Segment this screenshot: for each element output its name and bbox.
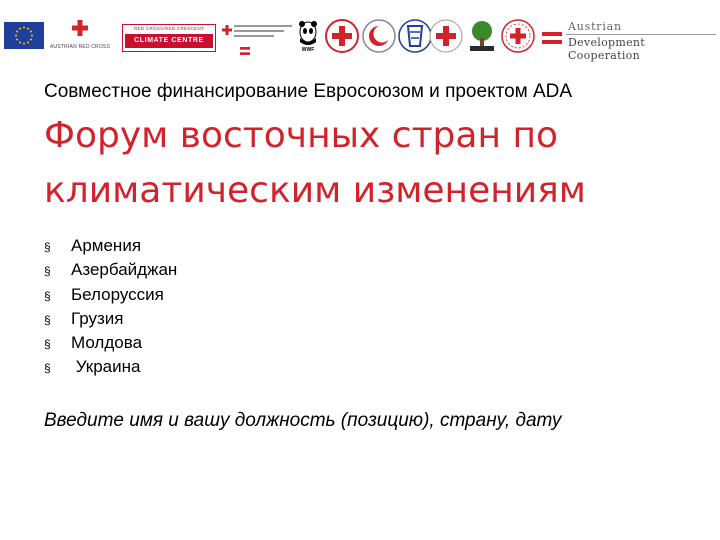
country-name: Белоруссия <box>71 284 164 304</box>
wwf-text: WWF <box>301 47 315 52</box>
climate-main-text: CLIMATE CENTRE <box>125 34 213 48</box>
country-name: Молдова <box>71 333 143 353</box>
slide-title: Форум восточных стран по климатическим изменениям <box>44 115 586 211</box>
cofinancing-subtitle: Совместное финансирование Евросоюзом и проектом ADA <box>44 81 573 102</box>
climate-top-text: RED CROSS/RED CRESCENT <box>133 26 205 31</box>
presenter-info-prompt: Введите имя и вашу должность (позицию), страну, дату <box>44 410 562 431</box>
country-name: Армения <box>71 236 142 255</box>
national-red-cross-logo-1 <box>324 18 360 54</box>
list-item <box>44 283 177 307</box>
country-list <box>44 234 177 380</box>
country-name: Азербайджан <box>71 260 178 280</box>
list-item <box>44 234 177 258</box>
austrian-red-cross-logo <box>50 20 110 54</box>
ada-line2: Development Cooperation <box>568 36 645 62</box>
list-item <box>44 307 177 331</box>
bullet-icon: § <box>44 264 51 279</box>
ada-line1: Austrian <box>568 20 622 33</box>
wwf-panda-logo <box>298 20 318 52</box>
arc-text: AUSTRIAN RED CROSS <box>50 44 110 50</box>
small-cross-icon <box>222 22 232 32</box>
eu-flag-logo <box>4 22 44 49</box>
partner-logo-bar <box>0 14 720 62</box>
bullet-icon: § <box>44 240 51 254</box>
red-crescent-logo <box>361 18 397 54</box>
list-item <box>44 258 177 282</box>
bullet-icon: § <box>44 312 51 327</box>
ifrc-logo <box>222 22 294 52</box>
country-name: Украина <box>71 357 141 377</box>
austrian-development-cooperation-logo <box>538 20 718 62</box>
national-red-cross-logo-3 <box>500 18 536 54</box>
national-red-cross-logo-2 <box>428 18 464 54</box>
small-flag-icon <box>240 42 250 50</box>
list-item <box>44 355 177 379</box>
bullet-icon: § <box>44 337 51 352</box>
climate-centre-logo <box>122 24 216 52</box>
ada-mark-icon <box>542 32 562 44</box>
red-cross-icon <box>72 20 88 36</box>
country-name: Грузия <box>71 308 124 328</box>
list-item <box>44 331 177 355</box>
bullet-icon: § <box>44 361 51 376</box>
bullet-icon: § <box>44 288 51 303</box>
tree-emblem-logo <box>464 18 500 54</box>
